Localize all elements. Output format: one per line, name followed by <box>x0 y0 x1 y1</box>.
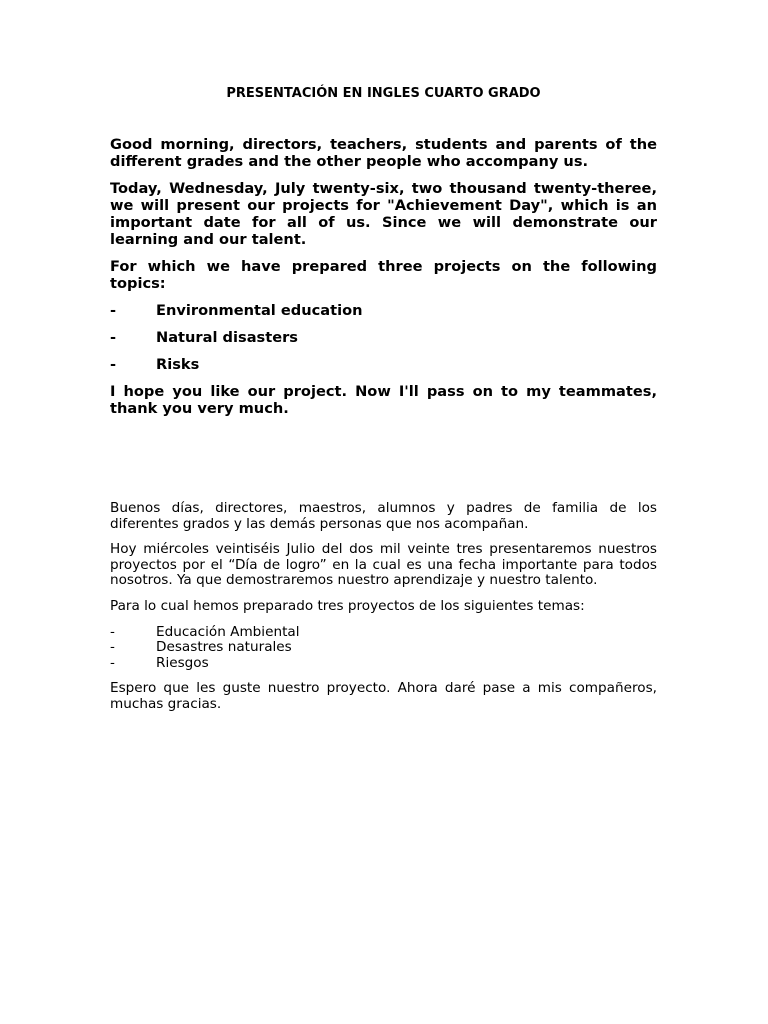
spanish-topic-item <box>110 640 657 656</box>
list-bullet: - <box>110 329 117 346</box>
spanish-date-paragraph: Hoy miércoles veintiséis Julio del dos mil veinte tres presentaremos nuestros proyectos por el “Día de logro” en la cual es una fecha importante para todos nosotros. Ya que demostraremos nuestro aprendizaje y nuestro talento. <box>110 541 657 589</box>
list-bullet: - <box>110 356 117 373</box>
spanish-topic-item <box>110 625 657 641</box>
list-bullet: - <box>110 623 115 640</box>
english-greeting-paragraph: Good morning, directors, teachers, students and parents of the different grades and the other people who accompany us. <box>110 136 657 170</box>
spanish-topic-item <box>110 656 657 672</box>
english-topic-item <box>110 329 657 346</box>
english-topic-item <box>110 302 657 319</box>
spanish-section <box>110 501 657 723</box>
spanish-greeting-paragraph: Buenos días, directores, maestros, alumnos y padres de familia de los diferentes grados y las demás personas que nos acompañan. <box>110 500 657 532</box>
spanish-topic-text: Educación Ambiental <box>156 623 300 640</box>
spanish-topic-text: Desastres naturales <box>156 639 292 656</box>
spanish-topic-list <box>110 625 657 672</box>
list-bullet: - <box>110 654 115 671</box>
spanish-topics-intro: Para lo cual hemos preparado tres proyectos de los siguientes temas: <box>110 597 585 614</box>
english-topic-text: Environmental education <box>156 302 363 319</box>
english-date-paragraph: Today, Wednesday, July twenty-six, two thousand twenty-theree, we will present our projects for "Achievement Day", which is an important date for all of us. Since we will demonstrate our learning and our talent. <box>110 180 657 248</box>
english-section <box>110 136 657 427</box>
spanish-topic-text: Riesgos <box>156 654 209 671</box>
english-closing-paragraph: I hope you like our project. Now I'll pass on to my teammates, thank you very much. <box>110 383 657 417</box>
english-topics-intro: For which we have prepared three projects on the following topics: <box>110 258 657 292</box>
english-topic-item <box>110 356 657 373</box>
list-bullet: - <box>110 302 117 319</box>
english-topic-text: Natural disasters <box>156 329 298 346</box>
english-topic-text: Risks <box>156 356 200 373</box>
spanish-closing-paragraph: Espero que les guste nuestro proyecto. Ahora daré pase a mis compañeros, muchas gracias. <box>110 680 657 712</box>
list-bullet: - <box>110 639 115 656</box>
document-title: PRESENTACIÓN EN INGLES CUARTO GRADO <box>226 86 541 101</box>
